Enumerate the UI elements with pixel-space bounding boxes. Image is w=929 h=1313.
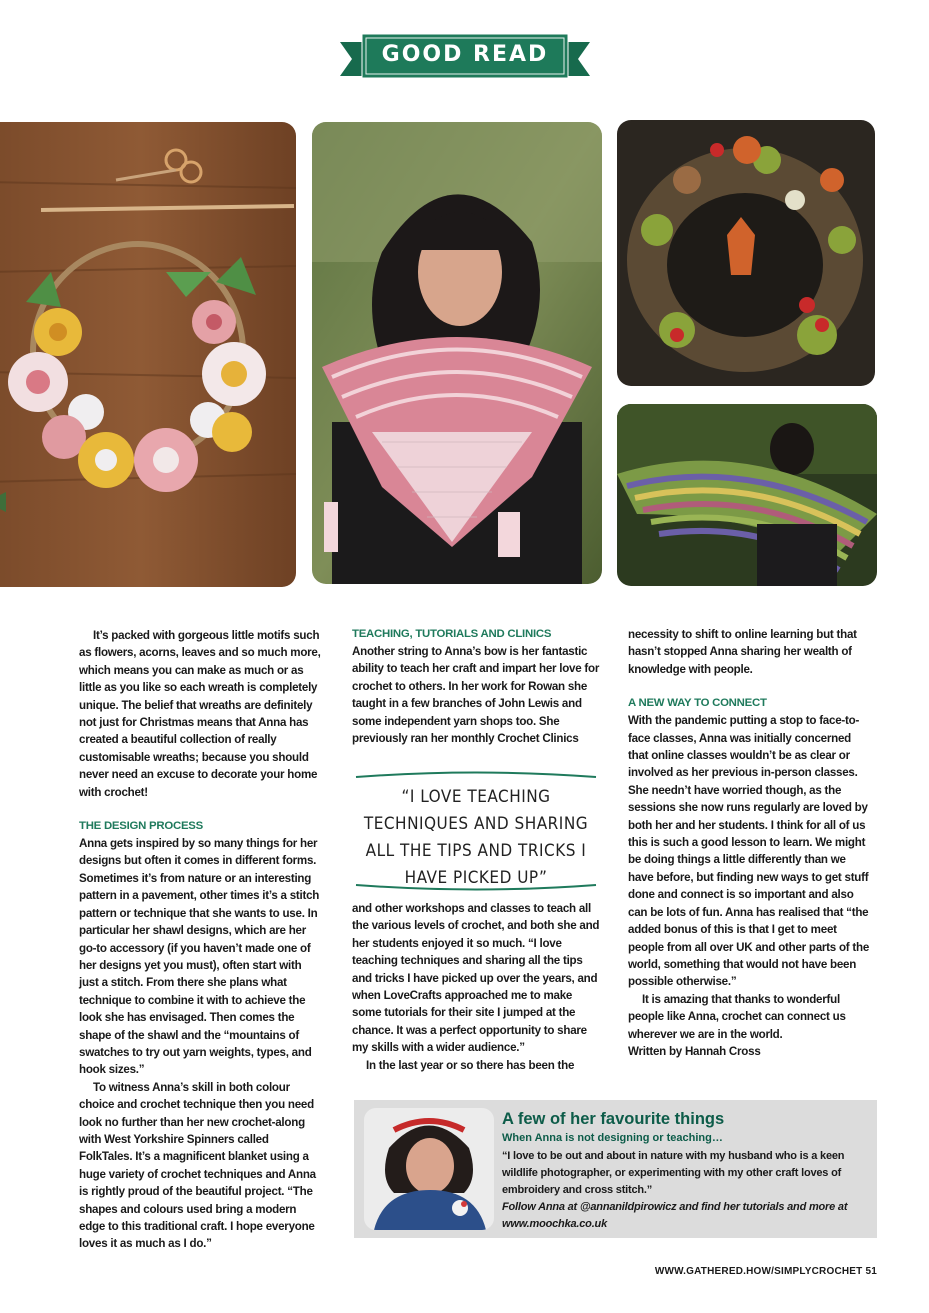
new-way-heading: A NEW WAY TO CONNECT	[628, 697, 767, 710]
woodland-wreath-photo	[617, 120, 875, 386]
page-number: 51	[865, 1266, 877, 1277]
col3-paragraph-1: necessity to shift to online learning but that hasn’t stopped Anna sharing her wealth of knowledge with people.	[628, 628, 857, 676]
woman-pink-shawl-photo	[312, 122, 602, 584]
col3-paragraph-2: With the pandemic putting a stop to face-to-face classes, Anna was initially concerned that online classes wouldn’t be as clear or involved as her previous in-person classes. She needn’t have worried though, as the sessions she now runs regularly are loved by both her and her students. I think for all of us this is such a good lesson to learn. We might be doing things a little differently than we have before, but finding new ways to get stuff done and connect is so important and also can be lots of fun. Anna has realised that “the added bonus of this is that I get to meet people from all over UK and other parts of the world, something that would not have been possible otherwise.”	[628, 714, 870, 989]
pull-quote-text: “I LOVE TEACHING TECHNIQUES AND SHARING ALL THE TIPS AND TRICKS I HAVE PICKED UP”	[363, 787, 589, 888]
favourites-body	[502, 1148, 872, 1233]
favourite-things-box	[354, 1100, 877, 1238]
col1-paragraph-1: It’s packed with gorgeous little motifs such as flowers, acorns, leaves and so much more, which means you can make as much or as little as you like so each wreath is completely unique. The belief that wreaths are definitely not just for Christmas means that Anna has created a beautiful collection of really customisable wreaths; because you should never need an excuse to decorate your home with crochet!	[79, 629, 321, 799]
col1-paragraph-3: To witness Anna’s skill in both colour choice and crochet technique then you need look no further than her new crochet-along with West Yorkshire Spinners called FolkTales. It’s a magnificent blanket using a huge variety of crochet techniques and Anna is rightly proud of the beautiful project. “The shapes and colours used bring a modern edge to this traditional craft. I hope everyone loves it as much as I do.”	[79, 1080, 316, 1251]
flower-wreath-photo	[0, 122, 296, 587]
byline: Written by Hannah Cross	[628, 1044, 761, 1058]
article-column-2-continued	[352, 900, 600, 1074]
anna-portrait-photo	[364, 1108, 494, 1230]
favourites-subtitle: When Anna is not designing or teaching…	[502, 1132, 723, 1144]
banner-label: GOOD READ	[381, 42, 549, 67]
col1-paragraph-2: Anna gets inspired by so many things for her designs but often it comes in different forms. Sometimes it’s from nature or an interesting pattern in a pavement, other times it’s a stitch pattern or technique that she wants to use. In particular her shawl designs, which are her go-to accessory (if you haven’t made one of her designs yet you must), often start with just a stitch. From there she plans what technique to combine it with to achieve the look she has envisaged. Then comes the shape of the shawl and the “mountains of swatches to try out yarn weights, types, and hook sizes.”	[79, 837, 320, 1077]
quote-bottom-rule	[352, 878, 600, 892]
footer-url: WWW.GATHERED.HOW/SIMPLYCROCHET	[654, 1266, 863, 1277]
pull-quote	[352, 770, 600, 894]
design-process-heading: THE DESIGN PROCESS	[79, 820, 203, 833]
article-column-3	[628, 626, 874, 1060]
quote-top-rule	[352, 770, 600, 784]
article-column-2	[352, 626, 600, 747]
col2-paragraph-3: In the last year or so there has been the	[366, 1058, 575, 1072]
col2-paragraph-2: and other workshops and classes to teach all the various levels of crochet, and both she and her students enjoyed it so much. “I love teaching techniques and sharing all the tips and tricks I have picked up over the years, and when LoveCrafts approached me to make some tutorials for their site I jumped at the chance. It was a perfect opportunity to share my skills with a wider audience.”	[352, 902, 600, 1055]
teaching-heading: TEACHING, TUTORIALS AND CLINICS	[352, 628, 552, 640]
favourites-follow: Follow Anna at @annanildpirowicz and find her tutorials and more at www.moochka.co.uk	[502, 1201, 848, 1230]
page-footer	[655, 1266, 877, 1277]
col2-paragraph-1: Another string to Anna’s bow is her fantastic ability to teach her craft and impart her love for crochet to others. In her work for Rowan she taught in a few branches of John Lewis and some independent yarn shops too. She previously ran her monthly Crochet Clinics	[352, 645, 600, 746]
striped-shawl-photo	[617, 404, 877, 586]
section-banner	[340, 30, 590, 84]
favourites-quote: “I love to be out and about in nature with my husband who is a keen wildlife photographer, or experimenting with my other craft loves of embroidery and cross stitch.”	[502, 1150, 845, 1196]
article-column-1	[79, 627, 323, 1253]
favourites-title: A few of her favourite things	[502, 1110, 725, 1128]
col3-paragraph-3: It is amazing that thanks to wonderful people like Anna, crochet can connect us wherever we are in the world.	[628, 992, 846, 1041]
